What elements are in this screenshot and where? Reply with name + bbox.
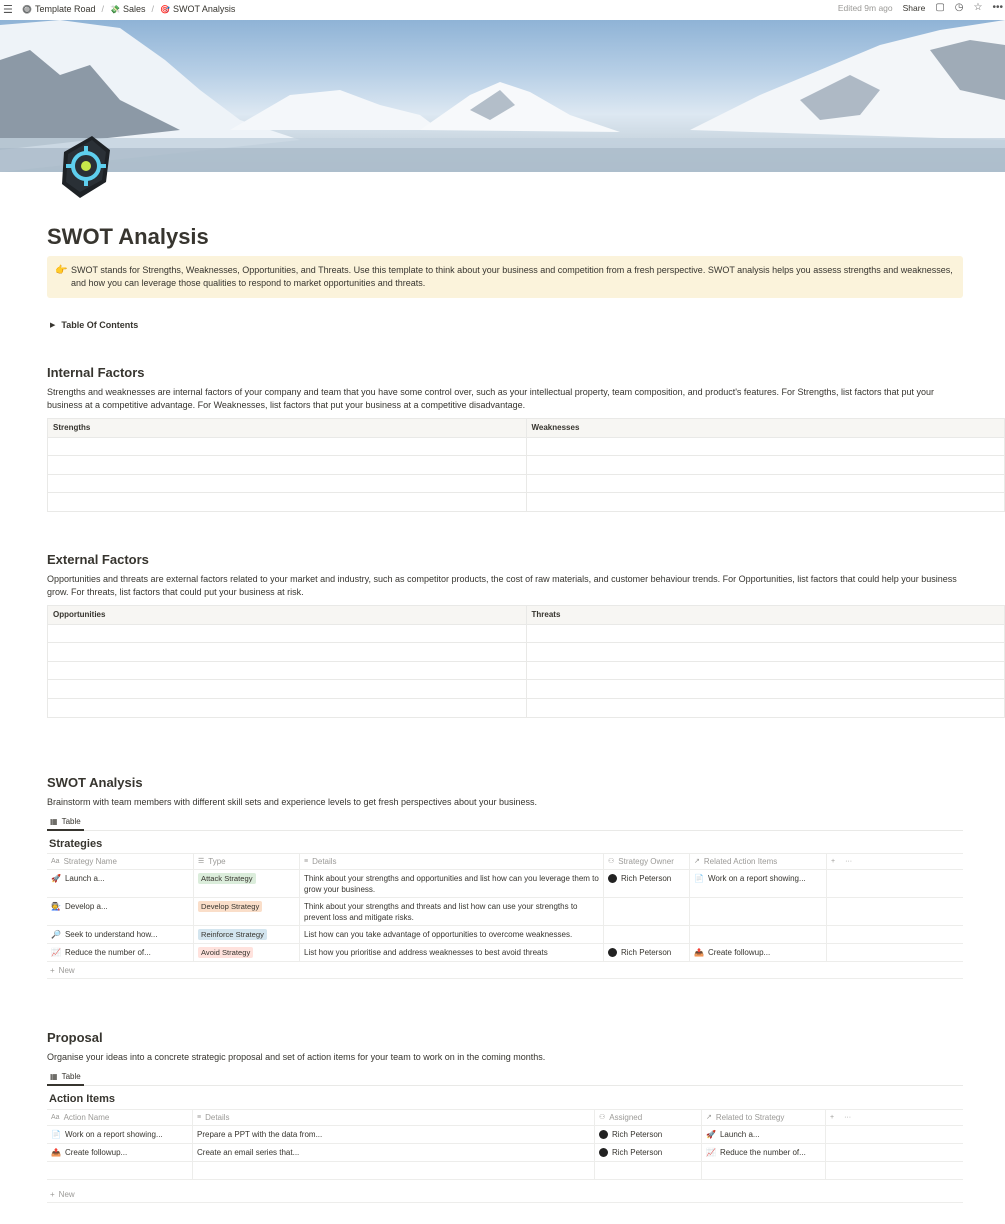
owner-cell[interactable]: Rich Peterson <box>604 944 690 961</box>
topbar-actions <box>838 2 1003 13</box>
more-options-icon[interactable]: ··· <box>844 1114 852 1121</box>
add-column-icon[interactable]: + <box>830 1114 835 1121</box>
empty-cell <box>826 1144 963 1161</box>
table-cell[interactable] <box>48 698 527 717</box>
action-items-view-bar <box>47 1068 963 1086</box>
table-icon: ▦ <box>50 1071 58 1081</box>
details-cell[interactable] <box>193 1162 595 1179</box>
column-header-strategy-name[interactable]: Aa Strategy Name <box>47 854 194 869</box>
new-row-button[interactable]: + New <box>47 962 963 979</box>
list-type-icon: ☰ <box>198 858 205 865</box>
strengths-header[interactable]: Strengths <box>48 419 527 438</box>
strategies-table <box>47 853 963 979</box>
strategy-name-cell[interactable]: 📈 Reduce the number of... <box>47 944 194 961</box>
person-icon: ⚇ <box>608 858 615 865</box>
history-icon[interactable]: ◷ <box>954 2 964 13</box>
internal-factors-table <box>47 418 1005 512</box>
column-header-assigned[interactable]: ⚇ Assigned <box>595 1110 702 1125</box>
breadcrumb-workspace-icon: 🔘 <box>22 4 32 14</box>
cover-mountains-illustration <box>0 20 1005 172</box>
type-cell[interactable] <box>194 926 300 943</box>
details-cell[interactable]: Create an email series that... <box>193 1144 595 1161</box>
rocket-icon: 🚀 <box>706 1130 716 1139</box>
text-type-icon: Aa <box>51 1114 60 1121</box>
page-target-icon[interactable] <box>58 130 114 200</box>
table-cell[interactable] <box>48 456 527 475</box>
assigned-cell[interactable]: Rich Peterson <box>595 1144 702 1161</box>
empty-cell <box>827 926 963 943</box>
chart-icon: 📈 <box>51 948 61 957</box>
page-icon: 📄 <box>694 874 704 883</box>
rocket-icon: 🚀 <box>51 874 61 883</box>
relation-arrow-icon: ↗ <box>706 1114 712 1121</box>
avatar <box>608 874 617 883</box>
column-header-strategy-owner[interactable]: ⚇ Strategy Owner <box>604 854 690 869</box>
toggle-triangle-icon[interactable]: ▶ <box>50 322 56 329</box>
strategies-view-bar <box>47 813 963 831</box>
related-cell[interactable] <box>690 898 827 925</box>
outbox-icon: 📤 <box>694 948 704 957</box>
details-cell[interactable]: List how you prioritise and address weaknesses to best avoid threats <box>300 944 604 961</box>
breadcrumb-item-swot-analysis[interactable]: SWOT Analysis <box>173 4 236 14</box>
breadcrumb-separator: / <box>151 4 155 14</box>
opportunities-header[interactable]: Opportunities <box>48 606 527 625</box>
table-cell[interactable] <box>48 437 527 456</box>
empty-cell <box>826 1126 963 1143</box>
swot-analysis-heading: SWOT Analysis <box>47 775 143 790</box>
cover-image[interactable] <box>0 20 1005 172</box>
chart-icon: 📈 <box>706 1148 716 1157</box>
type-cell[interactable] <box>194 898 300 925</box>
table-row[interactable] <box>47 1126 963 1144</box>
breadcrumb-item-sales[interactable]: Sales <box>123 4 146 14</box>
action-name-cell[interactable]: 📄 Work on a report showing... <box>47 1126 193 1143</box>
breadcrumb-swot-icon: 🎯 <box>160 4 170 14</box>
text-lines-icon: ≡ <box>304 858 309 865</box>
table-cell[interactable] <box>526 474 1005 493</box>
action-name-cell[interactable] <box>47 1162 193 1179</box>
page-title[interactable]: SWOT Analysis <box>47 224 209 249</box>
tab-label: Table <box>61 1071 81 1081</box>
add-column-controls <box>827 854 963 869</box>
column-header-action-name[interactable]: Aa Action Name <box>47 1110 193 1125</box>
table-cell[interactable] <box>526 698 1005 717</box>
edited-timestamp: Edited 9m ago <box>837 2 893 13</box>
related-cell[interactable] <box>690 926 827 943</box>
assigned-cell[interactable] <box>595 1162 702 1179</box>
proposal-heading: Proposal <box>47 1030 103 1045</box>
strategy-name-cell[interactable]: 🧑‍🏭 Develop a... <box>47 898 194 925</box>
empty-cell <box>826 1162 963 1179</box>
swot-analysis-description: Brainstorm with team members with different skill sets and experience levels to get fresh perspectives about your business. <box>47 797 538 807</box>
external-factors-description: Opportunities and threats are external factors related to your market and industry, such as competitor products, the cost of raw materials, and customer behaviour trends. For Opportunities, list factors that could help your business grow. For threats, list factors that could put your business at risk. <box>47 574 957 597</box>
callout-text: SWOT stands for Strengths, Weaknesses, Opportunities, and Threats. Use this template to think about your business and competition from a fresh perspective. SWOT analysis helps you assess strengths and weaknesses, and how you can leverage those qualities to respond to market opportunities and threats. <box>71 265 953 288</box>
strategies-database-title[interactable]: Strategies <box>49 838 103 850</box>
empty-cell <box>827 944 963 961</box>
avatar <box>599 1148 608 1157</box>
person-icon: ⚇ <box>599 1114 606 1121</box>
details-cell[interactable]: Prepare a PPT with the data from... <box>193 1126 595 1143</box>
avatar <box>608 948 617 957</box>
related-cell[interactable]: 📄 Work on a report showing... <box>690 870 827 897</box>
owner-cell[interactable] <box>604 926 690 943</box>
weaknesses-header[interactable]: Weaknesses <box>526 419 1005 438</box>
column-header-related-to-strategy[interactable]: ↗ Related to Strategy <box>702 1110 826 1125</box>
table-row[interactable] <box>47 926 963 944</box>
add-column-icon[interactable]: + <box>831 858 836 865</box>
action-items-table <box>47 1109 963 1203</box>
table-cell[interactable] <box>526 456 1005 475</box>
breadcrumb <box>22 4 235 14</box>
internal-factors-description: Strengths and weaknesses are internal factors of your company and team that you have some control over, such as your intellectual property, team composition, and product's features. For Strengths, list factors that put your business at a competitive advantage. For Weaknesses, list factors that put your business at a competitive disadvantage. <box>47 387 935 410</box>
table-row[interactable] <box>47 1144 963 1162</box>
details-cell[interactable]: Think about your strengths and threats and list how can use your strengths to prevent loss and mitigate risks. <box>300 898 604 925</box>
table-cell[interactable] <box>48 474 527 493</box>
more-icon[interactable]: ••• <box>992 2 1003 13</box>
table-cell[interactable] <box>48 680 527 699</box>
new-row-button[interactable]: + New <box>47 1186 963 1203</box>
star-icon[interactable]: ☆ <box>973 2 983 13</box>
proposal-description: Organise your ideas into a concrete strategic proposal and set of action items for your team to work on in the coming months. <box>47 1052 546 1062</box>
details-cell[interactable]: List how can you take advantage of opportunities to overcome weaknesses. <box>300 926 604 943</box>
top-bar <box>0 0 1005 18</box>
avatar <box>599 1130 608 1139</box>
toggle-label: Table Of Contents <box>61 320 139 330</box>
type-tag: Avoid Strategy <box>198 947 253 958</box>
worker-icon: 🧑‍🏭 <box>51 902 61 911</box>
table-cell[interactable] <box>526 624 1005 643</box>
table-row[interactable] <box>47 870 963 898</box>
threats-header[interactable]: Threats <box>526 606 1005 625</box>
action-name-cell[interactable]: 📤 Create followup... <box>47 1144 193 1161</box>
internal-factors-heading: Internal Factors <box>47 365 145 380</box>
breadcrumb-sales-icon: 💸 <box>110 4 120 14</box>
plus-icon: + <box>50 1189 55 1199</box>
type-tag: Attack Strategy <box>198 873 256 884</box>
plus-icon: + <box>50 965 55 975</box>
owner-cell[interactable]: Rich Peterson <box>604 870 690 897</box>
type-cell[interactable] <box>194 870 300 897</box>
page-icon: 📄 <box>51 1130 61 1139</box>
table-cell[interactable] <box>48 643 527 662</box>
column-header-type[interactable]: ☰ Type <box>194 854 300 869</box>
more-options-icon[interactable]: ··· <box>845 858 853 865</box>
external-factors-table <box>47 605 1005 718</box>
table-cell[interactable] <box>526 661 1005 680</box>
type-cell[interactable] <box>194 944 300 961</box>
tab-table[interactable] <box>47 1068 84 1086</box>
comments-icon[interactable]: ▢ <box>935 2 945 13</box>
text-lines-icon: ≡ <box>197 1114 202 1121</box>
breadcrumb-separator: / <box>101 4 105 14</box>
pointing-hand-icon: 👉 <box>55 265 68 276</box>
related-cell[interactable]: 📤 Create followup... <box>690 944 827 961</box>
magnifier-icon: 🔎 <box>51 930 61 939</box>
tab-label: Table <box>61 816 81 826</box>
related-strategy-cell[interactable]: 📈 Reduce the number of... <box>702 1144 826 1161</box>
menu-icon[interactable]: ☰ <box>3 3 13 16</box>
table-row[interactable] <box>47 898 963 926</box>
table-cell[interactable] <box>48 493 527 512</box>
table-cell[interactable] <box>526 680 1005 699</box>
share-button[interactable]: Share <box>902 2 926 13</box>
details-cell[interactable]: Think about your strengths and opportunities and list how can you leverage them to grow your business. <box>300 870 604 897</box>
empty-cell <box>827 870 963 897</box>
external-factors-heading: External Factors <box>47 552 149 567</box>
table-header-row <box>47 1109 963 1126</box>
table-cell[interactable] <box>526 643 1005 662</box>
type-tag: Reinforce Strategy <box>198 929 267 940</box>
table-cell[interactable] <box>48 624 527 643</box>
table-row[interactable] <box>47 944 963 962</box>
owner-cell[interactable] <box>604 898 690 925</box>
type-tag: Develop Strategy <box>198 901 262 912</box>
related-strategy-cell[interactable] <box>702 1162 826 1179</box>
related-strategy-cell[interactable]: 🚀 Launch a... <box>702 1126 826 1143</box>
intro-callout[interactable] <box>47 256 963 298</box>
strategy-name-cell[interactable]: 🔎 Seek to understand how... <box>47 926 194 943</box>
column-header-details[interactable]: ≡ Details <box>193 1110 595 1125</box>
table-icon: ▦ <box>50 816 58 826</box>
table-cell[interactable] <box>526 437 1005 456</box>
column-header-details[interactable]: ≡ Details <box>300 854 604 869</box>
text-type-icon: Aa <box>51 858 60 865</box>
assigned-cell[interactable]: Rich Peterson <box>595 1126 702 1143</box>
tab-table[interactable] <box>47 813 84 831</box>
action-items-database-title[interactable]: Action Items <box>49 1093 116 1105</box>
table-header-row <box>47 853 963 870</box>
relation-arrow-icon: ↗ <box>694 858 700 865</box>
empty-cell <box>827 898 963 925</box>
strategy-name-cell[interactable]: 🚀 Launch a... <box>47 870 194 897</box>
table-cell[interactable] <box>526 493 1005 512</box>
breadcrumb-item-template-road[interactable]: Template Road <box>34 4 96 14</box>
add-column-controls <box>826 1110 963 1125</box>
toggle-table-of-contents[interactable] <box>50 320 138 330</box>
table-cell[interactable] <box>48 661 527 680</box>
outbox-icon: 📤 <box>51 1148 61 1157</box>
table-row-empty[interactable] <box>47 1162 963 1180</box>
column-header-related-action-items[interactable]: ↗ Related Action Items <box>690 854 827 869</box>
